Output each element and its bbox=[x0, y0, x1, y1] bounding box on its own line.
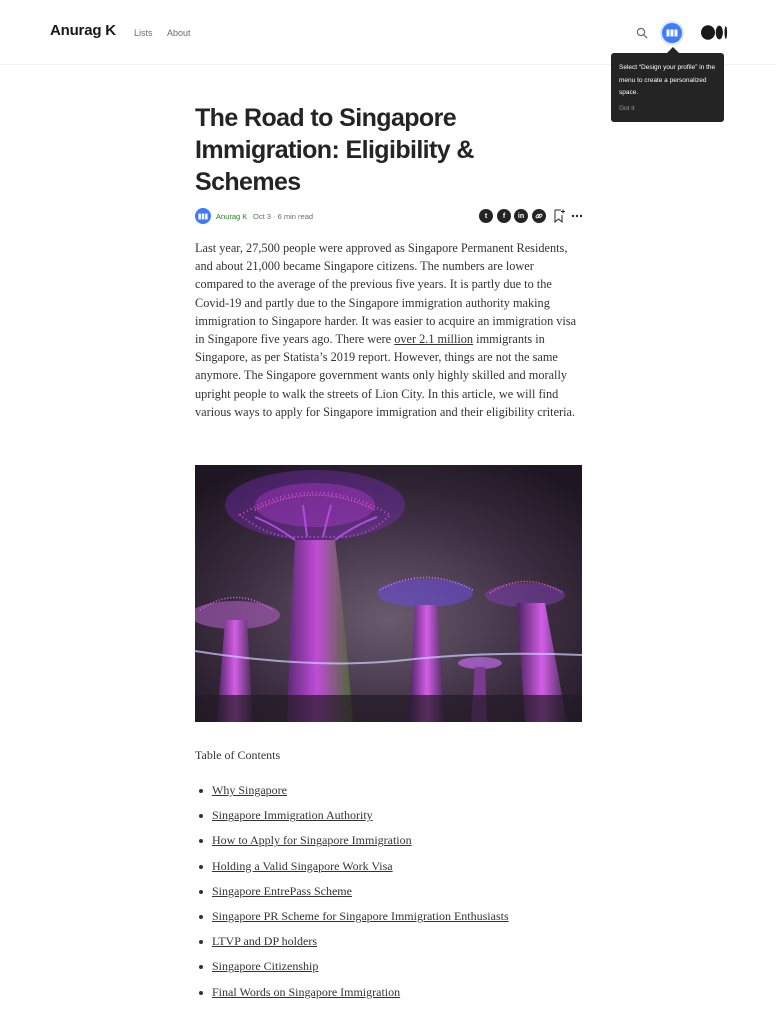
search-icon[interactable] bbox=[636, 27, 648, 39]
toc-link-pr-scheme[interactable]: Singapore PR Scheme for Singapore Immigration Enthusiasts bbox=[212, 908, 509, 923]
meta-separator: · bbox=[273, 212, 276, 221]
toc-item bbox=[199, 934, 509, 959]
toc-link-immigration-authority[interactable]: Singapore Immigration Authority bbox=[212, 808, 373, 823]
toc-link-how-to-apply[interactable]: How to Apply for Singapore Immigration bbox=[212, 833, 412, 848]
toc-item bbox=[199, 833, 509, 858]
toc-item bbox=[199, 859, 509, 884]
read-time: 6 min read bbox=[277, 212, 314, 221]
toc-link-work-visa[interactable]: Holding a Valid Singapore Work Visa bbox=[212, 858, 393, 873]
avatar-pattern-icon bbox=[666, 29, 678, 37]
toc-heading: Table of Contents bbox=[195, 748, 281, 762]
statista-link[interactable]: over 2.1 million bbox=[394, 332, 474, 347]
publication-brand[interactable]: Anurag K bbox=[50, 22, 116, 39]
tooltip-text: Select “Design your profile” in the menu to create a personalized space. bbox=[619, 64, 716, 96]
supertree-illustration bbox=[195, 465, 582, 722]
nav-about-link[interactable]: About bbox=[167, 28, 191, 38]
article-title: The Road to Singapore Immigration: Eligibility & Schemes bbox=[195, 104, 474, 196]
linkedin-share-icon[interactable]: in bbox=[514, 209, 528, 223]
toc-item bbox=[199, 985, 509, 1010]
toc-link-citizenship[interactable]: Singapore Citizenship bbox=[212, 959, 319, 974]
author-avatar[interactable] bbox=[195, 208, 211, 224]
article-meta bbox=[195, 208, 585, 225]
copy-link-icon[interactable] bbox=[532, 209, 546, 223]
toc-item bbox=[199, 909, 509, 934]
intro-text-start: Last year, 27,500 people were approved as Singapore Permanent Residents, and about 21,000 became Singapore citizens. The numbers are lower compared to the average of the previous five years. It is partly due to the Covid-19 and partly due to the Singapore immigration authority making immigration to Singapore harder. It was easier to acquire an immigration visa in Singapore five years ago. There were bbox=[195, 241, 577, 347]
facebook-share-icon[interactable]: f bbox=[497, 209, 511, 223]
author-name-link[interactable]: Anurag K bbox=[216, 212, 248, 221]
publish-info bbox=[253, 212, 313, 221]
nav-lists-link[interactable]: Lists bbox=[134, 28, 153, 38]
link-glyph-icon bbox=[535, 212, 543, 220]
toc-item bbox=[199, 783, 509, 808]
toc-item bbox=[199, 808, 509, 833]
intro-paragraph bbox=[195, 239, 584, 421]
user-avatar-button[interactable] bbox=[662, 23, 682, 43]
toc-item bbox=[199, 884, 509, 909]
toc-link-ltvp-dp[interactable]: LTVP and DP holders bbox=[212, 934, 317, 949]
tooltip-got-it-button[interactable]: Got it bbox=[619, 104, 635, 112]
medium-logo-icon[interactable] bbox=[701, 25, 728, 40]
more-options-icon[interactable] bbox=[571, 212, 583, 220]
toc-link-final-words[interactable]: Final Words on Singapore Immigration bbox=[212, 984, 401, 999]
toc-list bbox=[199, 783, 509, 1010]
publish-date: Oct 3 bbox=[253, 212, 271, 221]
avatar-pattern-icon bbox=[198, 213, 208, 220]
toc-link-entrepass[interactable]: Singapore EntrePass Scheme bbox=[212, 883, 352, 898]
profile-design-tooltip bbox=[611, 53, 724, 122]
supertree-grove-photo bbox=[195, 465, 582, 722]
twitter-share-icon[interactable]: t bbox=[479, 209, 493, 223]
toc-link-why-singapore[interactable]: Why Singapore bbox=[212, 783, 287, 797]
toc-item bbox=[199, 959, 509, 984]
bookmark-add-icon[interactable] bbox=[554, 209, 565, 223]
intro-text-end: immigrants in Singapore, as per Statista’s 2019 report. However, things are not the same anymore. The Singapore government wants only highly skilled and morally upright people to walk the streets of Lion City. In this article, we will find various ways to apply for Singapore immigration and their eligibility criteria. bbox=[195, 332, 576, 419]
